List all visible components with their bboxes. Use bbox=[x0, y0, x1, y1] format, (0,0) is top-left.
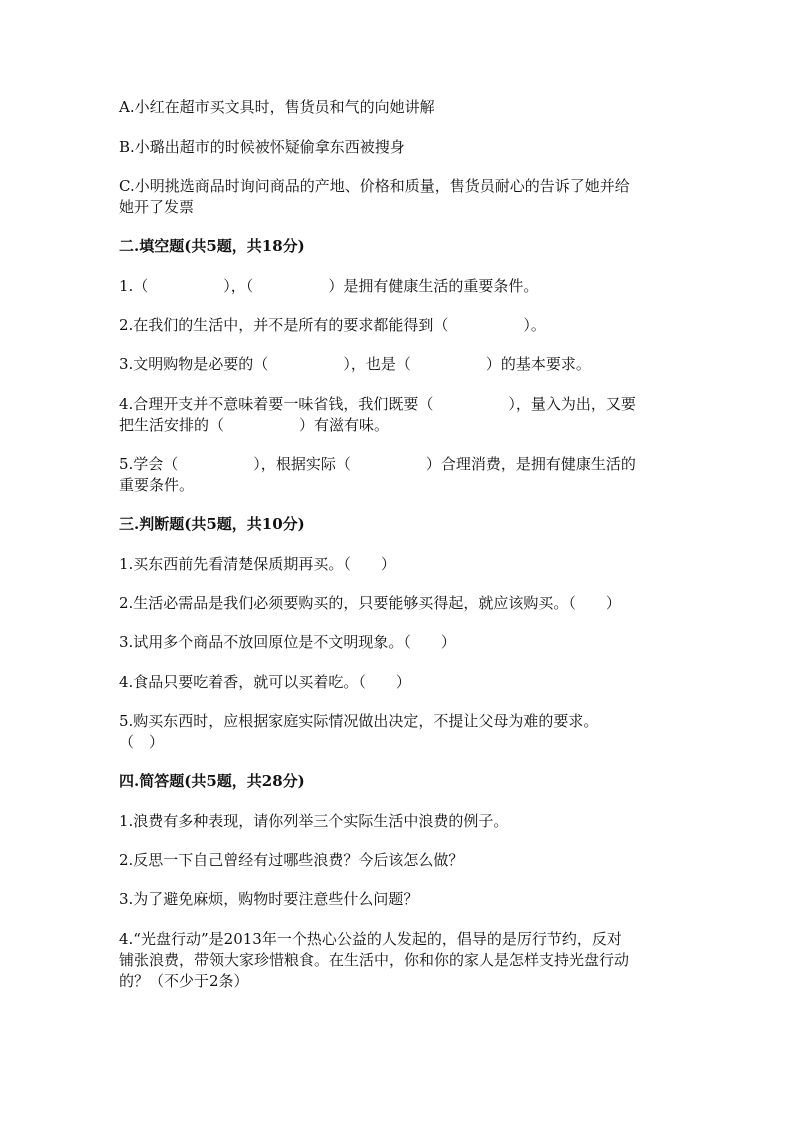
fill-question-5: 5.学会（ ），根据实际（ ）合理消费，是拥有健康生活的 bbox=[119, 455, 636, 473]
section-4-title: 四.简答题(共5题，共28分) bbox=[119, 772, 305, 790]
fill-question-5-continued: 重要条件。 bbox=[119, 476, 195, 494]
choice-option-a: A.小红在超市买文具时，售货员和气的向她讲解 bbox=[119, 98, 435, 116]
answer-question-4-continued-1: 铺张浪费，带领大家珍惜粮食。在生活中，你和你的家人是怎样支持光盘行动 bbox=[119, 951, 630, 969]
fill-question-3: 3.文明购物是必要的（ ），也是（ ）的基本要求。 bbox=[119, 355, 591, 373]
fill-question-4: 4.合理开支并不意味着要一味省钱，我们既要（ ），量入为出，又要 bbox=[119, 395, 636, 413]
judge-question-3: 3.试用多个商品不放回原位是不文明现象。（ ） bbox=[119, 633, 456, 651]
choice-option-c: C.小明挑选商品时询问商品的产地、价格和质量，售货员耐心的告诉了她并给 bbox=[119, 177, 630, 195]
section-3-title: 三.判断题(共5题，共10分) bbox=[119, 515, 305, 533]
judge-question-5: 5.购买东西时，应根据家庭实际情况做出决定，不提让父母为难的要求。 bbox=[119, 712, 599, 730]
answer-question-2: 2.反思一下自己曾经有过哪些浪费？今后该怎么做？ bbox=[119, 851, 464, 869]
choice-option-c-continued: 她开了发票 bbox=[119, 198, 195, 216]
choice-option-b: B.小璐出超市的时候被怀疑偷拿东西被搜身 bbox=[119, 138, 405, 156]
fill-question-4-continued: 把生活安排的（ ）有滋有味。 bbox=[119, 416, 390, 434]
judge-question-1: 1.买东西前先看清楚保质期再买。（ ） bbox=[119, 555, 396, 573]
section-2-title: 二.填空题(共5题，共18分) bbox=[119, 237, 305, 255]
answer-question-1: 1.浪费有多种表现，请你列举三个实际生活中浪费的例子。 bbox=[119, 812, 509, 830]
answer-question-4-continued-2: 的？（不少于2条） bbox=[119, 972, 249, 990]
judge-question-5-continued: （ ） bbox=[119, 733, 165, 751]
answer-question-3: 3.为了避免麻烦，购物时要注意些什么问题？ bbox=[119, 890, 419, 908]
answer-question-4: 4.“光盘行动”是2013年一个热心公益的人发起的，倡导的是厉行节约，反对 bbox=[119, 930, 622, 948]
judge-question-2: 2.生活必需品是我们必须要购买的，只要能够买得起，就应该购买。（ ） bbox=[119, 594, 621, 612]
fill-question-2: 2.在我们的生活中，并不是所有的要求都能得到（ ）。 bbox=[119, 316, 546, 334]
fill-question-1: 1.（ ），（ ）是拥有健康生活的重要条件。 bbox=[119, 277, 539, 295]
judge-question-4: 4.食品只要吃着香，就可以买着吃。（ ） bbox=[119, 673, 411, 691]
